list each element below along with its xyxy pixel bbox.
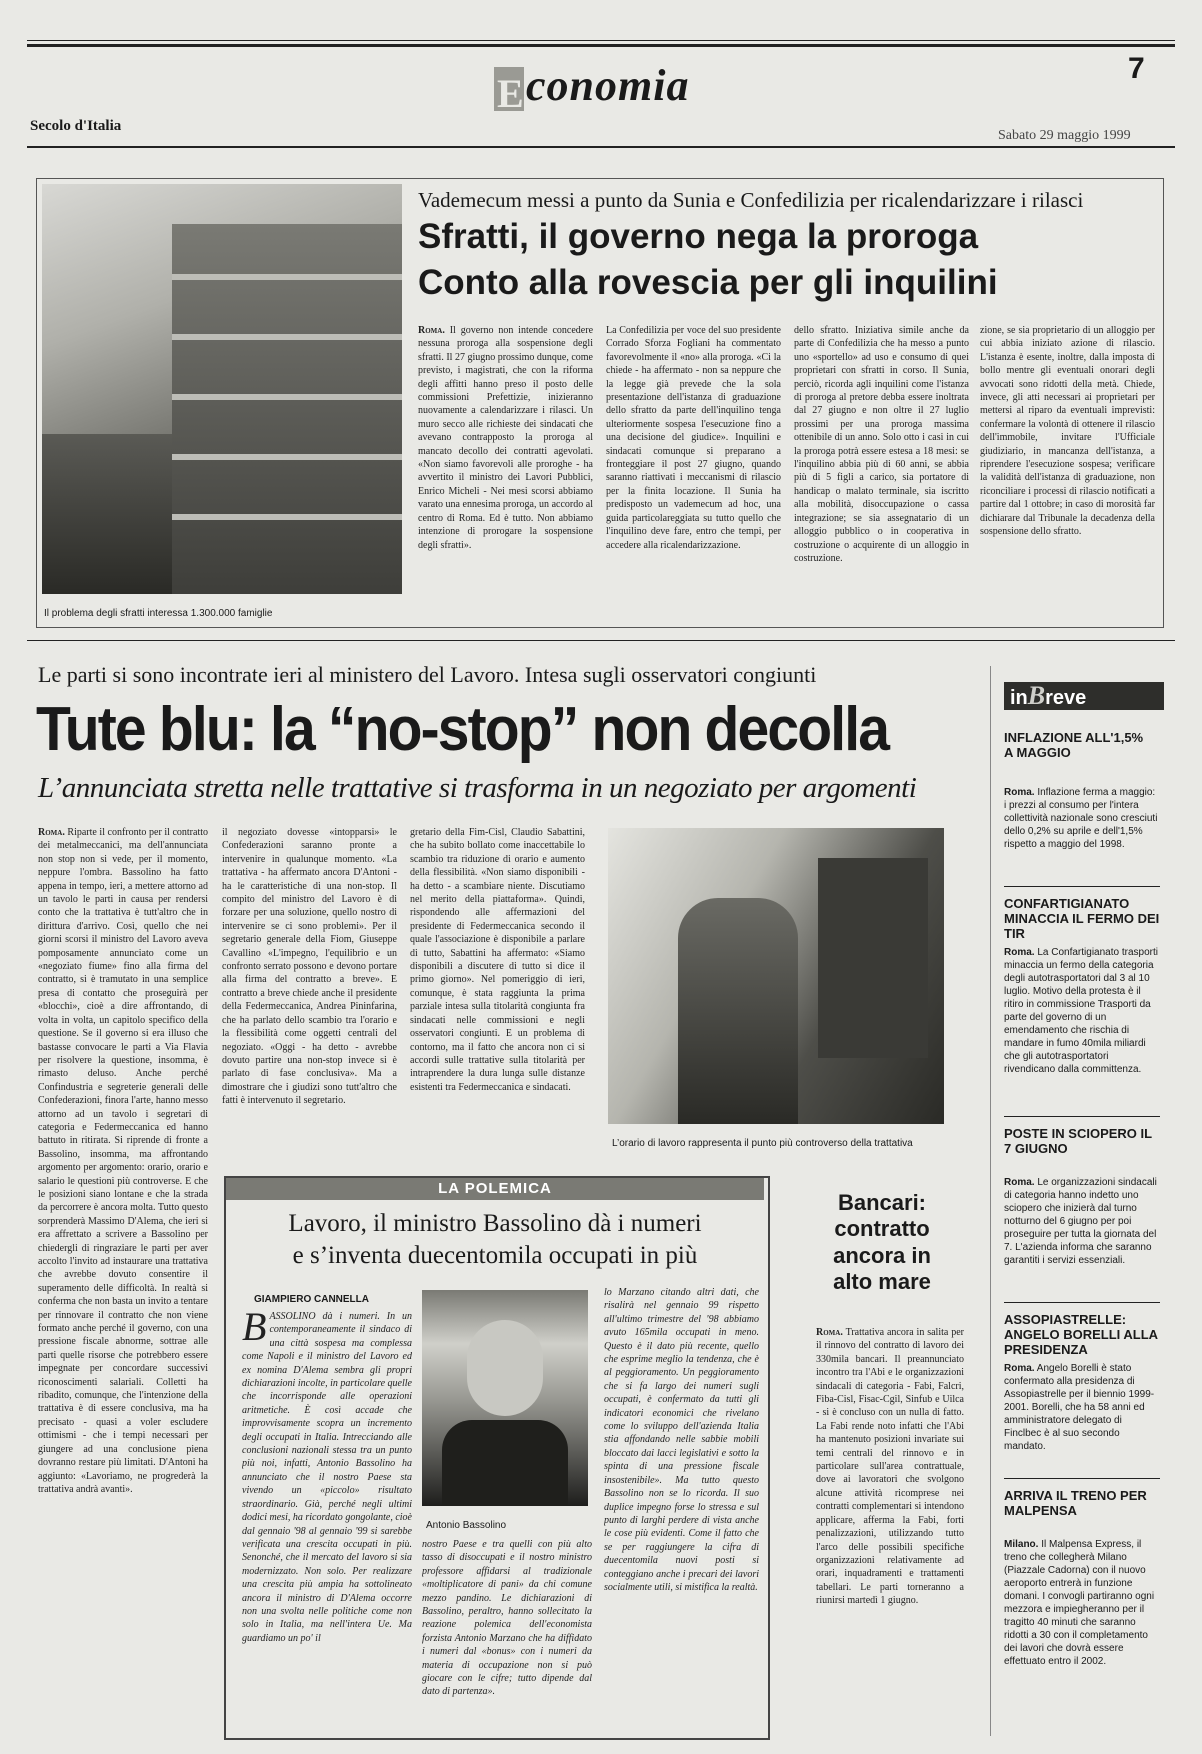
sfratti-headline-2: Conto alla rovescia per gli inquilini	[418, 263, 998, 302]
polemica-byline: GIAMPIERO CANNELLA	[254, 1294, 369, 1305]
issue-date: Sabato 29 maggio 1999	[998, 128, 1131, 143]
tuteblu-col-3: gretario della Fim-Cisl, Claudio Sabattini, che ha subito bollato come inaccettabile lo scambio tra riduzione di orario e aumento della flessibilità. «Non siamo disponibili - ha detto - a scambiare niente. Discutiamo nel merito della piattaforma». Quindi, rispondendo alle affermazioni del presidente di Federmeccanica secondo il quale l'associazione è disponibile a parlare di tutto, Sabattini ha affermato: «Siamo disponibili a discutere di tutto si dice il primo giorno». Nel pomeriggio di ieri, comunque, è stata raggiunta la prima parziale intesa sulla titolarità congiunta fra sindacati nelle commissioni e negli osservatori congiunti. E un problema di contorno, ma il fatto che ancora non ci si accordi sulle trattative sulla titolarità per intraprendere la dura lunga sulle distanze esistenti tra Federmeccanica e sindacati.	[410, 827, 585, 1093]
breve-headline: INFLAZIONE ALL'1,5% A MAGGIO	[1004, 730, 1144, 760]
page-number: 7	[1128, 52, 1145, 85]
sfratti-col-4: zione, se sia proprietario di un alloggio per cui abbia iniziato azione di rilascio. L'istanza è esente, inoltre, dalla imposta di bollo mentre gli eventuali onorari degli avvocati sono ridotti della metà. Chiede, invece, gli atti necessari ai proprietari per mettersi al riparo da eventuali imprevisti: confermare la volontà di ottenere il rilascio dell'immobile, invitare l'Ufficiale giudiziario, in mancanza dell'istanza, a riprendere l'esecuzione sospesa; verificare la validità dell'istanza di graduazione, non riconciliare i processi di rilascio notificati a partire dal 1 ottobre; in caso di morosità far dichiarare dal Tribunale la decadenza della sospensione dello sfratto.	[980, 325, 1155, 538]
breve-body: Roma. La Confartigianato trasporti minaccia un fermo della categoria degli autotrasportatori dal 3 al 10 luglio. Motivo della protesta è il ritiro in commissione Trasporti da parte del governo di un emendamento che rischia di mandare in fumo 40mila miliardi che gli autotrasportatori rivendicano dalla committenza.	[1004, 947, 1158, 1075]
section-title-rest: conomia	[526, 61, 690, 110]
in-breve-title: inBreve	[1004, 682, 1164, 710]
breve-headline: POSTE IN SCIOPERO IL 7 GIUGNO	[1004, 1126, 1152, 1156]
polemica-label: LA POLEMICA	[226, 1178, 764, 1200]
sfratti-col-2: La Confedilizia per voce del suo presidente Corrado Sforza Fogliani ha commentato favorevolmente il «no» alla proroga. «Ci la chiede - ha affermato - non sa neppure che la legge già prevede che la sola presentazione dell'istanza di graduazione dello sfratto da parte dell'inquilino tenga ulteriormente sospesa l'esecuzione fino a una decisione del giudice». Inquilini e sindacati comunque si preparano a fronteggiare il post 27 giugno, quando saranno riattivati i meccanismi di rilascio per la finita locazione. Il Sunia ha predisposto un vademecum ad hoc, una guida particolareggiata su tutto quello che l'inquilino deve fare, entro che tempi, per accedere alla ricalendarizzazione.	[606, 325, 781, 551]
tuteblu-col-2: il negoziato dovesse «intopparsi» le Confederazioni saranno pronte a intervenire in qualunque momento. «La trattativa - ha affermato ancora D'Antoni - ha le caratteristiche di una non-stop. Il compito del ministro del Lavoro è di forzare per una soluzione, quello nostro di intervenire se ci sono problemi». Per il segretario generale della Fiom, Giuseppe Cavallino «L'impegno, l'equilibrio e un confronto serrato possono e devono portare alla firma del contratto a breve». E contratto a breve chiede anche il presidente della Federmeccanica, Andrea Pininfarina, che ha parlato dello scambio tra l'orario e la flessibilità come oggetti centrali del negoziato. «Oggi - ha detto - avrebbe dovuto partire una non-stop invece si è parlato di fase conclusiva». Ma a dimostrare che i giudizi sono tutt'altro che fatti è intervenuto il segretario.	[222, 827, 397, 1107]
breve-body: Roma. Inflazione ferma a maggio: i prezzi al consumo per l'intera collettività nazionale sono cresciuti dello 0,2% su aprile e dell'1,5% rispetto a maggio del 1998.	[1004, 787, 1158, 850]
breve-body: Milano. Il Malpensa Express, il treno che collegherà Milano (Piazzale Cadorna) con il nuovo aeroporto entrerà in funzione domani. I convogli partiranno ogni mezzora e impiegheranno per il tragitto 40 minuti che saranno ridotti a 30 con il completamento dei lavori che dovrà essere effettuato entro il 2002.	[1004, 1539, 1155, 1667]
sfratti-photo-caption: Il problema degli sfratti interessa 1.300.000 famiglie	[44, 608, 273, 619]
breve-headline: ARRIVA IL TRENO PER MALPENSA	[1004, 1488, 1147, 1518]
polemica-headline-2: e s’inventa duecentomila occupati in più	[292, 1242, 698, 1269]
breve-body: Roma. Angelo Borelli è stato confermato alla presidenza di Assopiastrelle per il biennio 1999-2001. Borelli, che ha 58 anni ed amministratore delegato di Finclbec è al suo secondo mandato.	[1004, 1363, 1155, 1452]
bancari-headline: Bancari: contratto ancora in alto mare	[833, 1190, 931, 1295]
breve-headline: ASSOPIASTRELLE: ANGELO BORELLI ALLA PRESIDENZA	[1004, 1312, 1158, 1357]
polemica-col-3: lo Marzano citando altri dati, che risalirà nel gennaio 99 rispetto all'ultimo trimestre del '98 abbiamo avuto 165mila occupati in meno. Questo è il dato più recente, quello che esprime meglio la tendenza, che è al peggioramento. Un peggioramento che si fa largo dei numeri sugli occupati, è confermato da tutti gli indicatori economici che rivelano come lo sviluppo dell'azienda Italia stia affondando nelle sabbie mobili bloccato dai lacci legislativi e sotto la spinta di una pressione fiscale insostenibile». Ma tutto questo Bassolino non se lo ricorda. Il suo duplice impegno forse lo stressa e sul punto di larghi perdere di vista anche le cose più evidenti. Come il fatto che se per raggiungere la cifra di duecentomila nuovi posti si conteggiano anche i precari dei lavori socialmente utili, si mistifica la realtà.	[604, 1287, 759, 1593]
sfratti-col-3: dello sfratto. Iniziativa simile anche da parte di Confedilizia che ha messo a punto uno «sportello» ad uso e consumo di quei proprietari con sfratti in corso. Il Sunia, perciò, ricorda agli inquilini come l'istanza di proroga al pretore debba essere inoltrata dal 27 giugno e non oltre il 27 luglio prossimi per una proroga massima ottenibile di un anno. Solo otto i casi in cui la proroga potrà essere estesa a 18 mesi: se l'inquilino abbia più di 60 anni, se abbia più di 5 figli a carico, sia portatore di handicap o malato terminale, sia iscritto alla mobilità, disoccupazione o cassa integrazione; se sia assegnatario di un alloggio pubblico o in cooperativa in costruzione o acquirente di un alloggio in costruzione.	[794, 325, 969, 564]
bassolino-photo	[422, 1290, 588, 1506]
breve-headline: CONFARTIGIANATO MINACCIA IL FERMO DEI TIR	[1004, 896, 1160, 941]
breve-body: Roma. Le organizzazioni sindacali di categoria hanno indetto uno sciopero che inizierà dal turno notturno del 6 giugno per poi proseguire per tutta la giornata del 7. L'azienda informa che saranno garantiti i servizi essenziali.	[1004, 1177, 1157, 1266]
tuteblu-photo-caption: L’orario di lavoro rappresenta il punto più controverso della trattativa	[612, 1138, 913, 1149]
sfratti-col-1: Roma. Il governo non intende concedere nessuna proroga alla sospensione degli sfratti. Il 27 giugno prossimo dunque, come previsto, i magistrati, che con la riforma degli affitti hanno preso il posto delle commissioni Prefettizie, inizieranno nuovamente a calendarizzare i rilasci. Un muro secco alle richieste dei sindacati che avevano contrapposto la proroga al mancato decollo dei contratti agevolati. «Non siamo favorevoli alle proroghe - ha avvertito il ministro dei Lavori Pubblici, Enrico Micheli - Nei mesi scorsi abbiamo varato una ennesima proroga, un accordo al centro di Roma. Ed è tutto. Non abbiamo intenzione di prorogare la sospensione degli sfratti».	[418, 325, 593, 551]
tuteblu-subheadline: L’annunciata stretta nelle trattative si trasforma in un negoziato per argomenti	[38, 772, 917, 804]
tuteblu-col-1: Roma. Riparte il confronto per il contratto dei metalmeccanici, ma dell'annunciata non stop non si vede, per il momento, neppure l'ombra. Bassolino ha fatto appena in tempo, ieri, a mettere attorno ad un tavolo le parti in causa per rendersi conto che la trattativa è tutt'altro che in dirittura d'arrivo. Così, quello che nei giorni scorsi il ministro del Lavoro aveva pomposamente annunciato come un «negoziato fiume» fino alla firma del contratto, si è tramutato in una semplice presa di contatto che proseguirà per «blocchi», cioè a dire affrontando, di volta in volta, un capitolo specifico della questione. Se il governo si era illuso che bastasse convocare le parti a Via Flavia per risolvere la questione, insomma, è rimasto deluso. Anche perché Confindustria e segreterie generali delle Confederazioni, finora l'arte, hanno messo attorno ad un tavolo i segretari di categoria e Federmeccanica ed hanno battuto in ritirata. Si riprende di fronte a Bassolino, insomma, ma affrontando argomento per argomento: orario, orario e salario le questioni più controverse. E che le posizioni siano lontane e che la strada da percorrere è ancora molta. Tutto questo sorprenderà Massimo D'Alema, che ieri si era affrettato a scrivere a Bassolino per chiedergli di ringraziare le parti per aver accolto l'invito ad instaurare una trattativa che avrebbe dovuto consentire il superamento delle difficoltà. In realtà si conferma che non basta un invito a tentare per rinnovare il contratto che non viene formato anche perché il governo, con una pressione fiscale abnorme, sottrae alle parti quelle risorse che potrebbero essere impegnate per concordare successivi riconoscimenti salariali. Colletti ha ribadito, comunque, che l'intenzione della trattativa è di essere conclusiva, ma ha precisato - quasi a voler escludere ottimismi - che i tempi necessari per giungere ad una conclusione piena dovranno restare più limitati. D'Antoni ha aggiunto: «Lavoriamo, ne progrederà la trattativa andrà avanti».	[38, 827, 208, 1495]
section-letter-block: E	[494, 67, 524, 111]
sfratti-kicker: Vademecum messi a punto da Sunia e Confedilizia per ricalendarizzare i rilasci	[418, 188, 1084, 212]
paper-name: Secolo d'Italia	[30, 118, 122, 134]
sfratti-headline-1: Sfratti, il governo nega la proroga	[418, 217, 979, 256]
section-title	[494, 60, 690, 116]
tuteblu-photo	[608, 828, 944, 1124]
tuteblu-kicker: Le parti si sono incontrate ieri al ministero del Lavoro. Intesa sugli osservatori congiunti	[38, 662, 817, 687]
tuteblu-headline: Tute blu: la “no-stop” non decolla	[36, 695, 889, 764]
bancari-body: Roma. Trattativa ancora in salita per il rinnovo del contratto di lavoro dei 330mila bancari. Il preannunciato incontro tra l'Abi e le organizzazioni sindacali di categoria - Fabi, Falcri, Fiba-Cisl, Fisac-Cgil, Sinfub e Uilca - si è concluso con un nulla di fatto. La Fabi rende noto infatti che l'Abi ha mantenuto posizioni invariate sui temi centrali del rinnovo e in particolare sull'area contrattuale, dove ai lavoratori che svolgono alcune attività ricomprese nei contratti complementari si intendono applicare, afferma la Fabi, forti penalizzazioni, utilizzando tutto l'arco delle possibili specifiche organizzazioni relativamente ad orari, inquadramenti e trattamenti tabellari. Le parti torneranno a riunirsi martedì 1 giugno.	[816, 1327, 964, 1607]
polemica-col-2: nostro Paese e tra quelli con più alto tasso di disoccupati e il nostro ministro professore affidarsi al tradizionale «moltiplicatore di pani» da chi comune mezzo pandino. Le dichiarazioni di Bassolino, peraltro, hanno sollecitato la reazione polemica dell'economista forzista Antonio Marzano che ha diffidato i numeri dal «bonus» con i numeri da materia di occupazione non si può giocare con le cifre; tutto dipende dal dato di partenza».	[422, 1539, 592, 1698]
polemica-headline-1: Lavoro, il ministro Bassolino dà i numeri	[288, 1210, 702, 1237]
bassolino-photo-caption: Antonio Bassolino	[426, 1520, 507, 1531]
polemica-col-1: BASSOLINO dà i numeri. In un contemporaneamente il sindaco di una città sospesa ma complessa come Napoli e il ministro del Lavoro ed ex nomina D'Alema sembra gli propri dichiarazioni incolte, in particolare quelle che incorrisponde alle operazioni aritmetiche. È così accade che improvvisamente scopra un incremento degli occupati in Italia. Intrecciando alle conclusioni nazionali stessa tra un punto più noi, infatti, Antonio Bassolino ha annunciato che il nostro Paese sta vivendo un «piccolo» risultato straordinario. Già, perché negli ultimi dodici mesi, ha ricordato gongolante, cioè dal gennaio '98 al gennaio '99 si sarebbe verificata una crescita occupati in più. Senonché, che il mercato del lavoro si sia modernizzato. Non solo. Per realizzare una crescita più ampia ha sottolineato ancora il ministro di D'Alema occorre non una svolta nelle politiche come non solo in Italia, ma nell'intera Ue. Ma guardiamo un po' il	[242, 1310, 412, 1644]
polemica-dropcap: B	[242, 1310, 267, 1349]
sfratti-photo	[42, 184, 402, 594]
